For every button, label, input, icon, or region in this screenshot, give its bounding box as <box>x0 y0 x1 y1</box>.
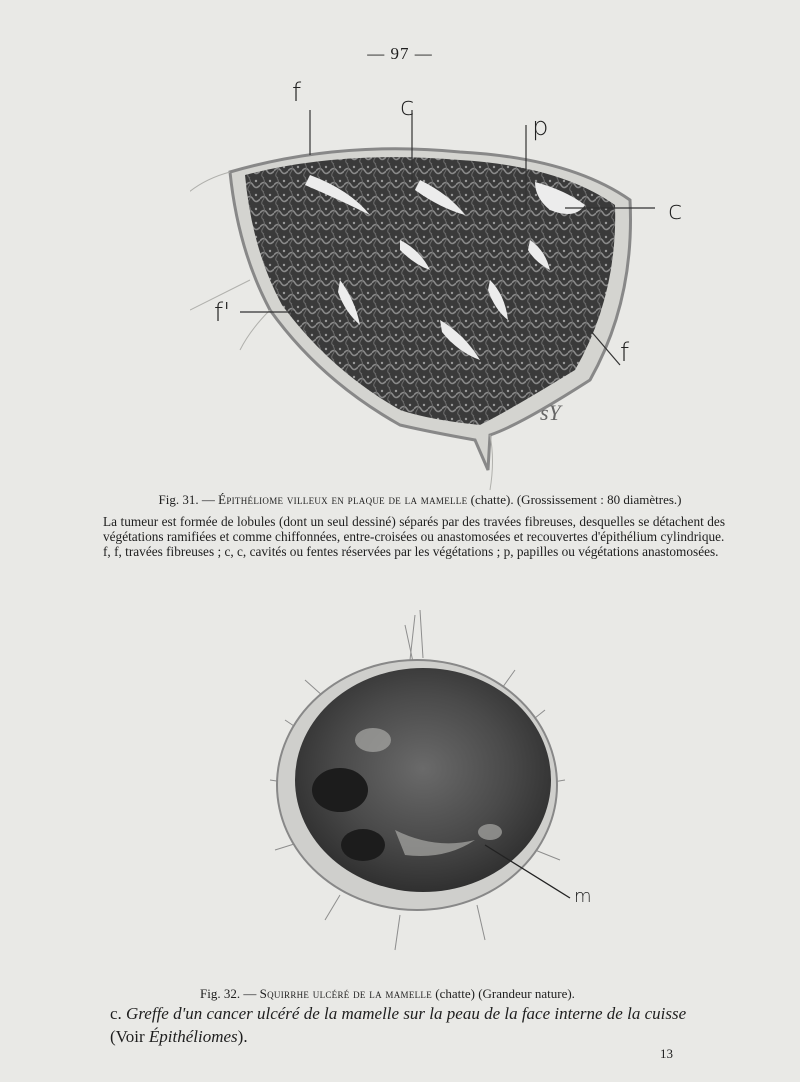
svg-text:sY: sY <box>540 400 561 425</box>
section-title: Greffe d'un cancer ulcéré de la mamelle sur la peau de la face interne de la cuisse <box>126 1004 687 1023</box>
label-c-top: c <box>400 92 415 122</box>
caption-31-title: Épithéliome villeux en plaque de la mamelle <box>218 492 468 507</box>
section-letter: c. <box>110 1004 122 1023</box>
figure-31-caption <box>120 492 740 508</box>
caption-32-prefix: Fig. 32. — <box>200 986 257 1001</box>
caption-32-title: Squirrhe ulcéré de la mamelle <box>259 986 433 1001</box>
section-heading <box>110 1002 740 1048</box>
caption-31-prefix: Fig. 31. — <box>158 492 215 507</box>
figure-32-caption <box>200 986 640 1002</box>
figure-31-legend: f, f, travées fibreuses ; c, c, cavités ou fentes réservées par les végétations ; p, papilles ou végétations anastomosées. <box>103 544 719 559</box>
sheet-number: 13 <box>660 1046 673 1061</box>
section-see-link: Épithéliomes <box>148 1027 238 1046</box>
page-number: — 97 — <box>367 44 433 63</box>
label-f-right: f <box>620 338 630 368</box>
label-m: m <box>574 886 592 907</box>
figure-32-illustration <box>245 600 585 975</box>
label-f-top: f <box>292 78 302 108</box>
caption-32-suffix: (chatte) (Grandeur nature). <box>435 986 575 1001</box>
section-see-prefix: (Voir <box>110 1027 149 1046</box>
section-see-suffix: ). <box>237 1027 248 1046</box>
figure-31-description: La tumeur est formée de lobules (dont un seul dessiné) séparés par des travées fibreuses, desquelles se détachent des végétations ramifiées et comme chiffonnées, entre-croisées ou anastomosées et recouvertes d'épithélium cylindrique. <box>103 514 725 544</box>
caption-31-suffix: (chatte). (Grossissement : 80 diamètres.) <box>470 492 682 507</box>
figure-31-description-block <box>103 514 725 559</box>
figure-31-illustration <box>190 80 660 500</box>
label-c-right: c <box>668 196 683 226</box>
label-p-top: p <box>532 112 549 142</box>
label-f-prime-left: f' <box>214 298 231 328</box>
